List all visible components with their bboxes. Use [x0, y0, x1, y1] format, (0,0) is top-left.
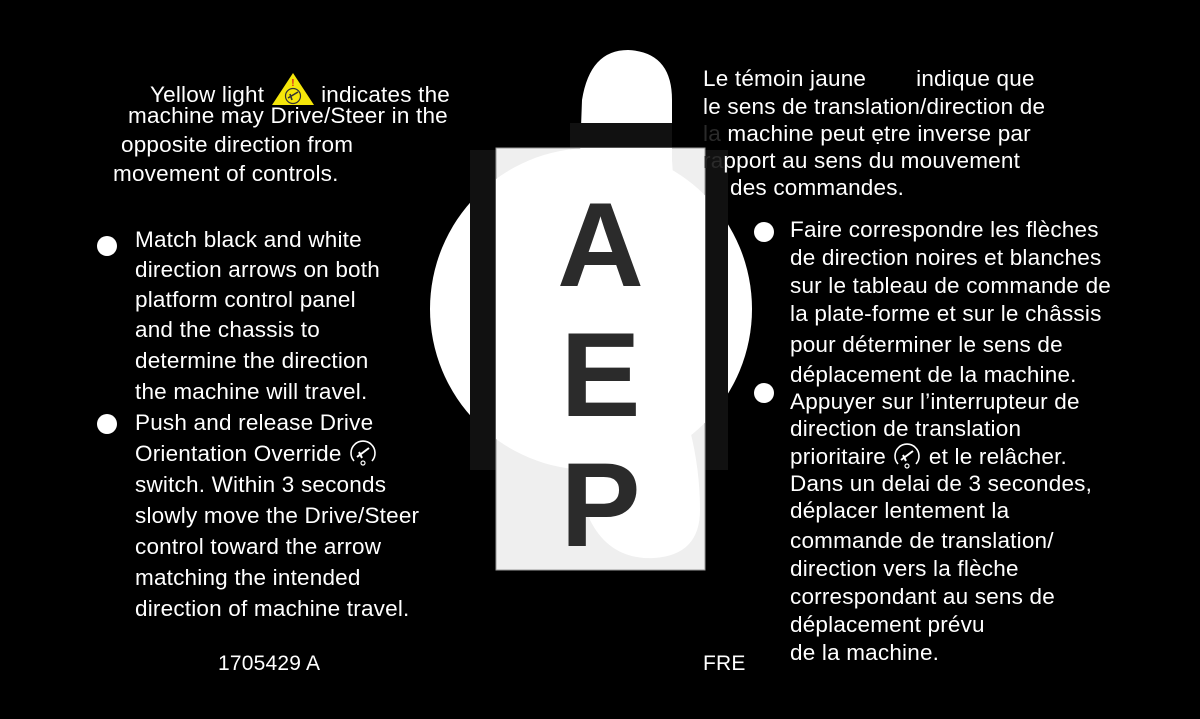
text-line: determine the direction [135, 348, 369, 373]
text-line: switch. Within 3 seconds [135, 472, 387, 497]
text-line: déplacer lentement la [790, 498, 1010, 523]
text-line: control toward the arrow [135, 534, 382, 559]
logo-letter-p: P [560, 438, 641, 572]
text-line: direction vers la flèche [790, 556, 1019, 581]
text-line: de la machine. [790, 640, 940, 665]
svg-text:!: ! [290, 78, 295, 89]
english-intro-line-3: opposite direction from [121, 132, 354, 157]
bullet-dot [97, 236, 117, 256]
text-line: Faire correspondre les flèches [790, 217, 1099, 242]
english-intro-line-4: movement of controls. [113, 161, 339, 186]
french-intro-line-4: rapport au sens du mouvement [703, 148, 1021, 173]
bullet-dot [97, 414, 117, 434]
language-code: FRE [703, 652, 746, 675]
text-line: and the chassis to [135, 317, 320, 342]
logo-letter-a: A [557, 178, 644, 312]
text-line: Appuyer sur l’interrupteur de [790, 389, 1080, 414]
text-line: Push and release Drive [135, 410, 374, 435]
text-line: pour déterminer le sens de [790, 332, 1063, 357]
text-line: direction of machine travel. [135, 596, 410, 621]
english-intro-line-2: machine may Drive/Steer in the [128, 103, 448, 128]
text-line: direction de translation [790, 416, 1022, 441]
text-line: Orientation Override [135, 439, 378, 475]
french-intro-line-2: le sens de translation/direction de [703, 94, 1046, 119]
logo-letter-e: E [560, 308, 641, 442]
bullet-dot [754, 383, 774, 403]
text-line: de direction noires et blanches [790, 245, 1102, 270]
text-line: la plate-forme et sur le châssis [790, 301, 1102, 326]
text-line: Match black and white [135, 227, 362, 252]
text-line: slowly move the Drive/Steer [135, 503, 420, 528]
text-line: déplacement de la machine. [790, 362, 1077, 387]
text-line: commande de translation/ [790, 528, 1054, 553]
french-intro-line-5: des commandes. [730, 175, 905, 200]
text-line: déplacement prévu [790, 612, 985, 637]
text-line: the machine will travel. [135, 379, 368, 404]
part-number: 1705429 A [218, 652, 321, 675]
bullet-dot [754, 222, 774, 242]
text-line: platform control panel [135, 287, 356, 312]
text-line: correspondant au sens de [790, 584, 1055, 609]
french-intro-line-1: Le témoin jaune indique que [703, 66, 1035, 91]
english-intro-line-1: Yellow light ! indicates the [150, 72, 450, 114]
text-line: direction arrows on both [135, 257, 380, 282]
text-line: prioritaire et le relâcher. [790, 442, 1067, 478]
text-line: matching the intended [135, 565, 361, 590]
french-intro-line-3: la machine peut ẹtre inverse par [703, 121, 1031, 146]
text-line: sur le tableau de commande de [790, 273, 1111, 298]
text-line: Dans un delai de 3 secondes, [790, 471, 1093, 496]
